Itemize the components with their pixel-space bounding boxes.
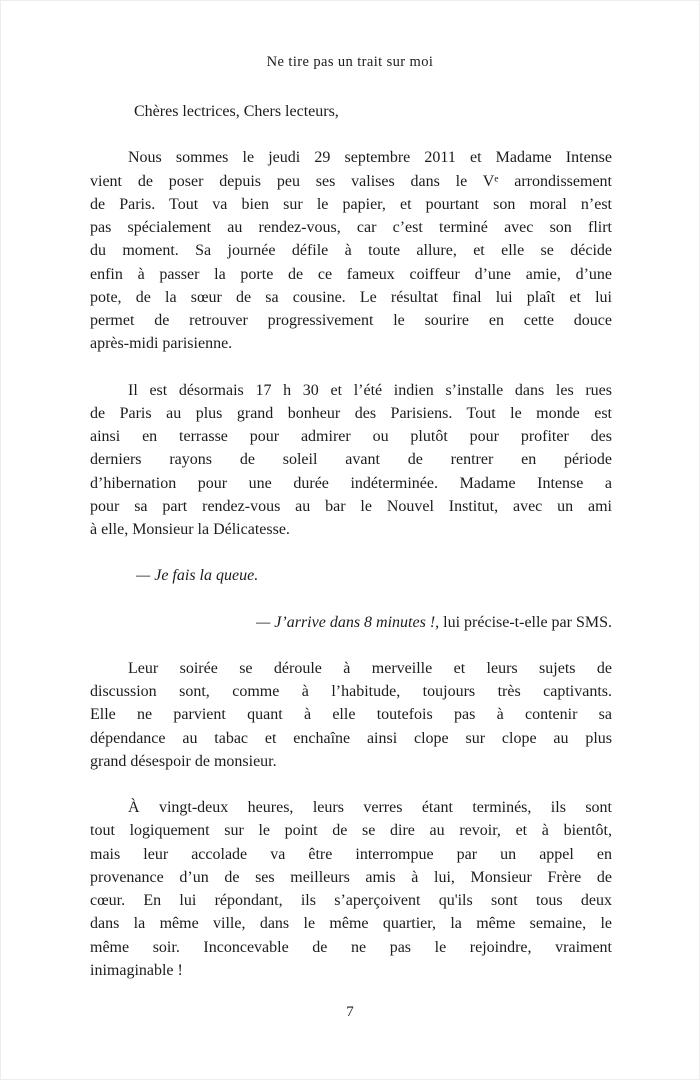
text-line: permet de retrouver progressivement le sourire en cette douce <box>90 312 612 329</box>
text-line: après-midi parisienne. <box>90 335 233 353</box>
dialogue-regular-text: lui précise-t-elle par SMS. <box>439 613 612 631</box>
text-line: dépendance au tabac et enchaîne ainsi clope sur clope au plus <box>90 729 612 747</box>
text-line: discussion sont, comme à l’habitude, toujours très captivants. <box>90 683 612 700</box>
text-line: d’hibernation pour une durée indéterminée. Madame Intense a <box>90 474 612 492</box>
text-line: à elle, Monsieur la Délicatesse. <box>90 521 290 538</box>
running-header: Ne tire pas un trait sur moi <box>266 54 434 70</box>
text-line: Elle ne parvient quant à elle toutefois pas à contenir sa <box>90 706 612 724</box>
text-line: même soir. Inconcevable de ne pas le rejoindre, vraiment <box>90 938 612 956</box>
text-line: Il est désormais 17 h 30 et l’été indien s’installe dans les rues <box>128 381 612 399</box>
text-line: dans la même ville, dans le même quartier, la même semaine, le <box>90 915 612 933</box>
text-line: tout logiquement sur le point de se dire au revoir, et à bientôt, <box>90 822 612 840</box>
paragraph <box>90 379 612 542</box>
text-line: Nous sommes le jeudi 29 septembre 2011 et Madame Intense <box>128 149 612 167</box>
dialogue-line <box>90 564 612 587</box>
paragraph <box>90 657 612 773</box>
text-line: de Paris. Tout va bien sur le papier, et pourtant son moral n’est <box>90 195 612 213</box>
paragraph <box>90 146 612 355</box>
salutation-line: Chères lectrices, Chers lecteurs, <box>134 103 339 120</box>
text-line: cœur. En lui répondant, ils s’aperçoivent qu'ils sont tous deux <box>90 892 612 909</box>
text-line: ainsi en terrasse pour admirer ou plutôt pour profiter des <box>90 428 612 445</box>
text-line: inimaginable ! <box>90 961 183 979</box>
text-line: de Paris au plus grand bonheur des Parisiens. Tout le monde est <box>90 404 612 422</box>
text-line: Leur soirée se déroule à merveille et leurs sujets de <box>128 659 612 677</box>
dialogue-line <box>90 611 612 634</box>
dialogue-italic-text: — J’arrive dans 8 minutes !, <box>256 613 440 631</box>
text-line: pas spécialement au rendez-vous, car c’est terminé avec son flirt <box>90 219 612 236</box>
text-line: enfin à passer la porte de ce fameux coiffeur d’une amie, d’une <box>90 265 612 283</box>
text-line: À vingt-deux heures, leurs verres étant terminés, ils sont <box>128 799 612 816</box>
dialogue-italic-text: — Je fais la queue. <box>136 567 259 585</box>
text-line: derniers rayons de soleil avant de rentrer en période <box>90 451 612 469</box>
text-line: vient de poser depuis peu ses valises dans le Vᵉ arrondissement <box>90 172 612 190</box>
text-line: pote, de la sœur de sa cousine. Le résultat final lui plaît et lui <box>90 288 612 306</box>
page-number: 7 <box>346 1004 354 1020</box>
paragraph <box>90 796 612 982</box>
text-line: du moment. Sa journée défile à toute allure, et elle se décide <box>90 242 612 260</box>
text-line: pour sa part rendez-vous au bar le Nouvel Institut, avec un ami <box>90 497 612 515</box>
text-line: mais leur accolade va être interrompue par un appel en <box>90 845 612 863</box>
page-body <box>90 100 612 1005</box>
text-line: grand désespoir de monsieur. <box>90 752 277 770</box>
text-line: provenance d’un de ses meilleurs amis à lui, Monsieur Frère de <box>90 868 612 886</box>
